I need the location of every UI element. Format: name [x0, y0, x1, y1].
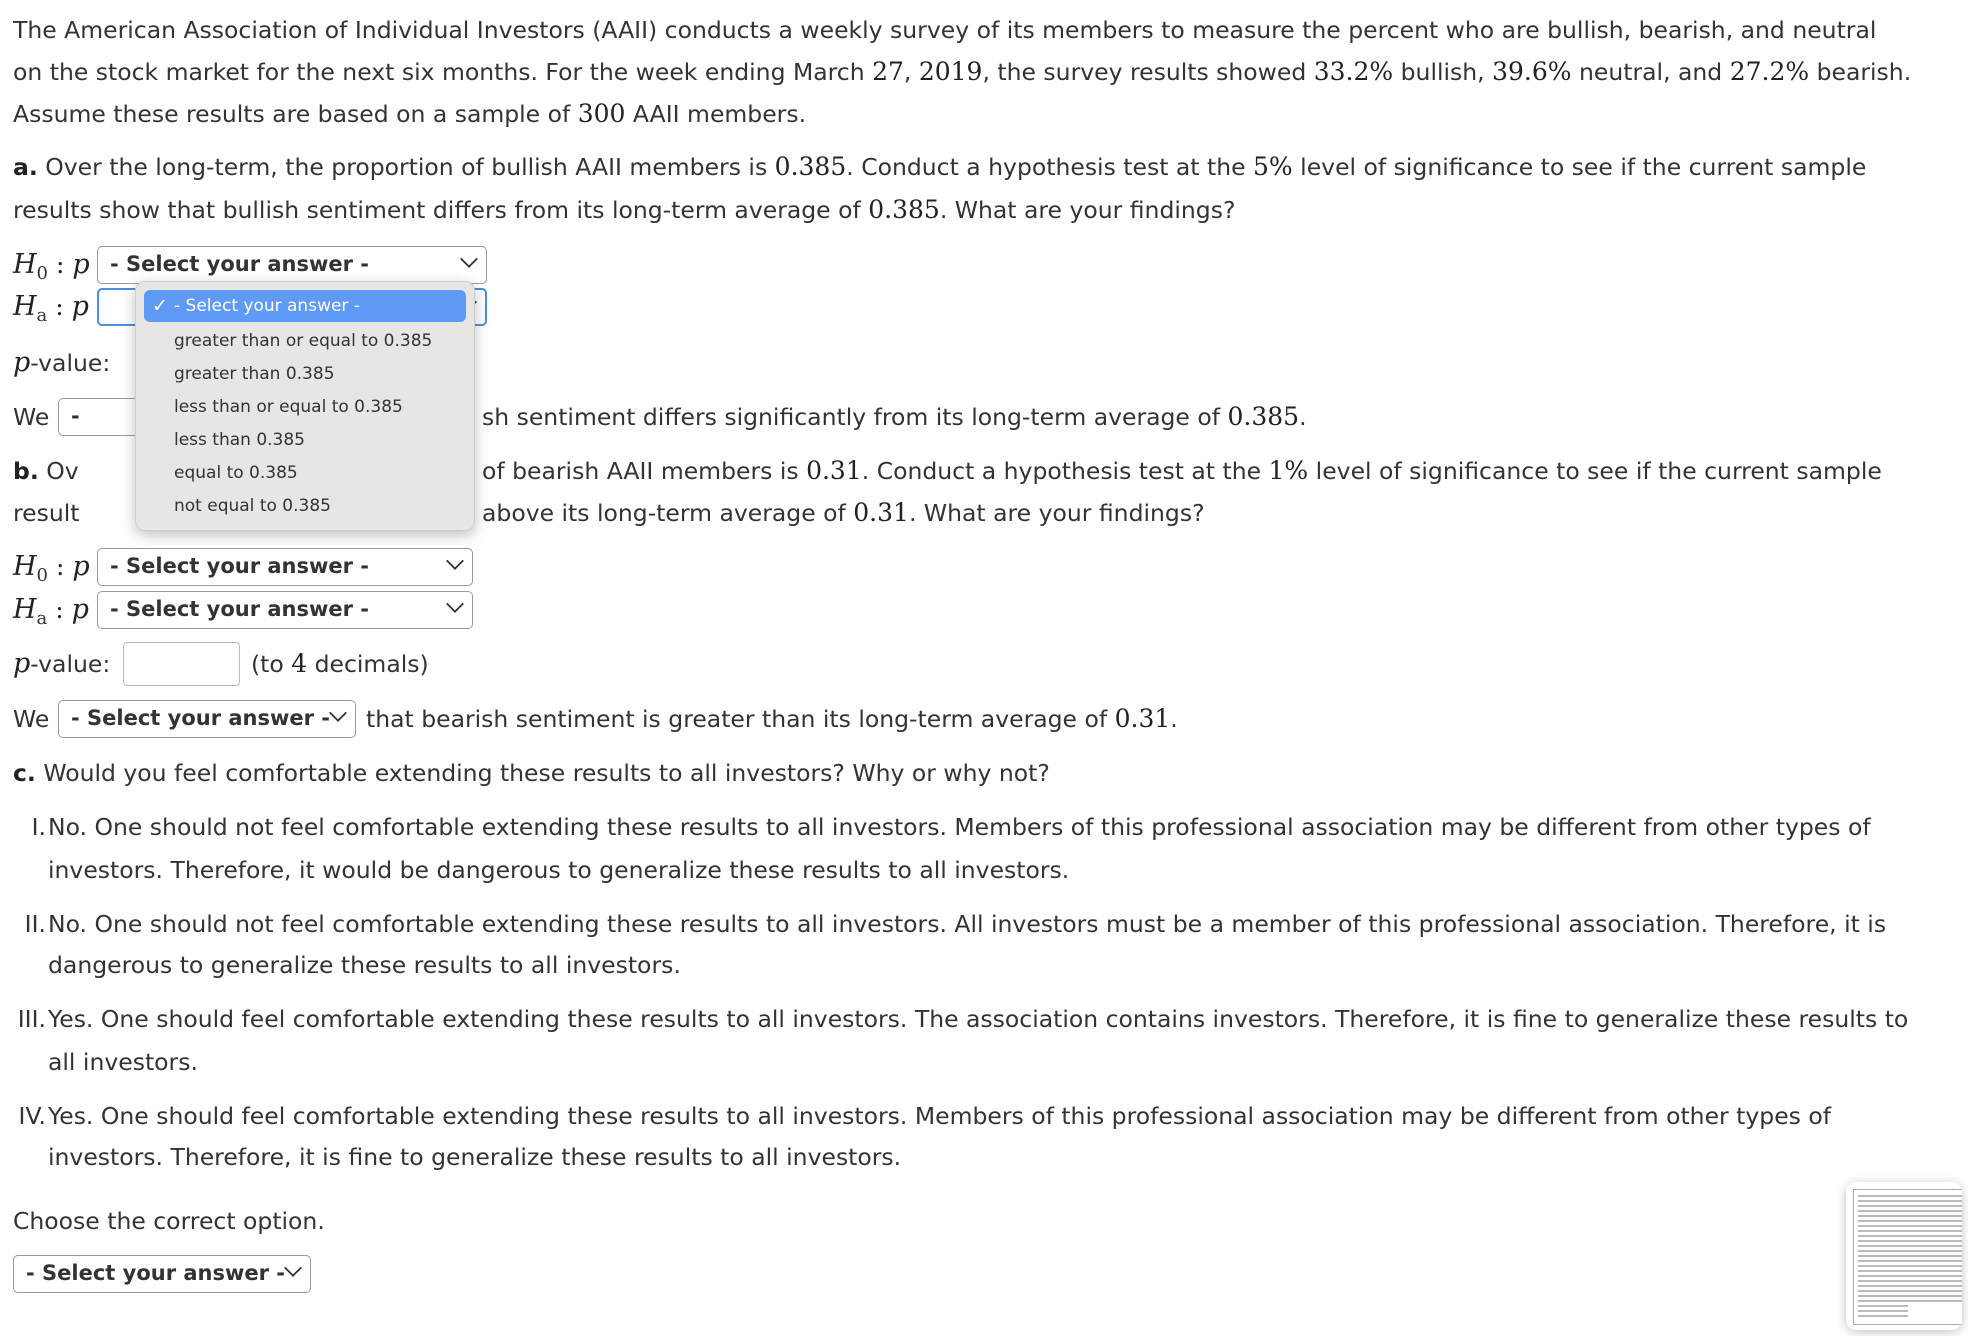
math-value: 0.31	[853, 498, 909, 527]
text-segment: Assume these results are based on a sample of	[13, 100, 578, 128]
part-a-conclusion-text	[482, 396, 1307, 438]
option-text-line: No. One should not feel comfortable extending these results to all investors. Members of this professional association may be different from other types of	[48, 813, 1871, 841]
thumbnail-line	[1858, 1255, 1962, 1257]
part-a-question-line-1	[13, 146, 1866, 188]
part-a-ha-dropdown-menu	[135, 281, 475, 531]
p-symbol: p	[72, 551, 90, 582]
h-symbol: H	[13, 291, 37, 322]
colon: :	[47, 292, 72, 321]
thumbnail-line	[1858, 1285, 1962, 1287]
part-b-question-line-2	[13, 492, 79, 534]
math-value: 300	[577, 99, 626, 128]
chevron-down-icon	[284, 1259, 302, 1277]
text-segment: on the stock market for the next six months. For the week ending March	[13, 58, 873, 86]
thumbnail-line	[1858, 1315, 1908, 1317]
thumbnail-line	[1858, 1280, 1962, 1282]
text-segment: neutral, and	[1571, 58, 1730, 86]
text-segment: (to	[251, 650, 292, 678]
h-symbol: H	[13, 551, 37, 582]
intro-line-1	[13, 9, 1876, 51]
text-segment: sh sentiment differs significantly from its long-term average of	[482, 403, 1228, 431]
math-value: 4	[291, 649, 308, 678]
part-label: a.	[13, 153, 38, 181]
part-b-ha-label	[13, 589, 89, 631]
part-a-we-label: We	[13, 403, 50, 431]
text-segment: Over the long-term, the proportion of bullish AAII members is	[37, 153, 775, 181]
h-subscript: a	[36, 608, 48, 629]
thumbnail-line	[1858, 1235, 1962, 1237]
thumbnail-line	[1858, 1260, 1962, 1262]
part-b-h0-label	[13, 546, 90, 588]
part-b-question-line-2-tail	[482, 492, 1205, 534]
text-segment: .	[1299, 403, 1307, 431]
thumbnail-line	[1858, 1225, 1962, 1227]
option-text-line: Yes. One should feel comfortable extending these results to all investors. The association contains investors. Therefore, it is fine to generalize these results to	[48, 1005, 1909, 1033]
part-b-conclusion-select[interactable]	[58, 700, 356, 738]
option-text-line: Yes. One should feel comfortable extending these results to all investors. Members of this professional association may be different from other types of	[48, 1102, 1832, 1130]
p-symbol: p	[72, 249, 90, 280]
part-b-pvalue-input[interactable]	[123, 642, 240, 686]
part-b-question-line-1-tail	[482, 450, 1882, 492]
option-text-line: investors. Therefore, it is fine to generalize these results to all investors.	[48, 1143, 902, 1171]
select-value: - Select your answer -	[26, 1261, 286, 1285]
p-symbol: p	[71, 291, 89, 322]
h-subscript: 0	[36, 565, 48, 586]
math-value: 0.385	[774, 152, 847, 181]
dropdown-option[interactable]: not equal to 0.385	[174, 496, 331, 516]
thumbnail-line	[1858, 1220, 1962, 1222]
h-symbol: H	[13, 594, 37, 625]
text-segment: .	[1170, 705, 1178, 733]
checkmark-icon: ✓	[152, 295, 168, 317]
option-numeral: IV.	[18, 1102, 46, 1130]
text-segment: level of significance to see if the current sample	[1308, 457, 1882, 485]
text-segment: of bearish AAII members is	[482, 457, 807, 485]
thumbnail-line	[1858, 1200, 1962, 1202]
text-segment: . What are your findings?	[908, 499, 1205, 527]
text-segment: that bearish sentiment is greater than its long-term average of	[366, 705, 1115, 733]
select-value: - Select your answer -	[71, 706, 331, 730]
option-text-line: No. One should not feel comfortable extending these results to all investors. All investors must be a member of this professional association. Therefore, it is	[48, 910, 1887, 938]
part-b-ha-select[interactable]	[97, 591, 473, 629]
colon: :	[47, 595, 72, 624]
part-label: b.	[13, 457, 39, 485]
thumbnail-line	[1858, 1215, 1962, 1217]
h-subscript: a	[36, 305, 48, 326]
colon: :	[48, 250, 73, 279]
part-b-conclusion-text	[366, 698, 1178, 740]
option-numeral: III.	[17, 1005, 46, 1033]
text-segment: Ov	[38, 457, 79, 485]
math-value: 0.31	[806, 456, 862, 485]
part-a-pvalue-label	[13, 342, 110, 384]
text-segment: AAII members.	[625, 100, 807, 128]
option-text-line: investors. Therefore, it would be dangerous to generalize these results to all investors.	[48, 856, 1070, 884]
math-value: 39.6%	[1492, 57, 1572, 86]
part-a-question-line-2	[13, 189, 1235, 231]
p-symbol: p	[13, 347, 31, 378]
part-b-decimals-hint	[251, 643, 429, 685]
text-segment: results show that bullish sentiment differs from its long-term average of	[13, 196, 869, 224]
pvalue-text: -value:	[30, 650, 111, 678]
intro-line-2	[13, 51, 1911, 93]
thumbnail-line	[1858, 1310, 1908, 1312]
thumbnail-line	[1858, 1290, 1962, 1292]
intro-line-3	[13, 93, 806, 135]
text-segment: . Conduct a hypothesis test at the	[846, 153, 1254, 181]
text-segment: above its long-term average of	[482, 499, 854, 527]
dropdown-option[interactable]: greater than 0.385	[174, 364, 335, 384]
text-segment: ,	[903, 58, 919, 86]
math-value: 0.31	[1114, 704, 1171, 733]
option-text-line: all investors.	[48, 1048, 198, 1076]
part-a-h0-select[interactable]	[97, 246, 487, 284]
part-a-h0-label	[13, 244, 90, 286]
dropdown-option[interactable]: equal to 0.385	[174, 463, 298, 483]
thumbnail-line	[1858, 1275, 1962, 1277]
select-value: -	[71, 404, 80, 428]
select-value: - Select your answer -	[110, 554, 370, 578]
part-b-we-label: We	[13, 705, 50, 733]
choose-option-select[interactable]	[13, 1255, 311, 1293]
text-segment: . What are your findings?	[939, 196, 1236, 224]
thumbnail-line	[1858, 1195, 1962, 1197]
math-value: 27	[872, 57, 904, 86]
thumbnail-line	[1858, 1210, 1962, 1212]
part-c-question	[13, 752, 1050, 794]
chevron-down-icon	[446, 552, 464, 570]
chevron-down-icon	[460, 250, 478, 268]
option-numeral: I.	[31, 813, 46, 841]
h-subscript: 0	[36, 263, 48, 284]
thumbnail-line	[1858, 1300, 1962, 1302]
p-symbol: p	[13, 648, 31, 679]
option-numeral: II.	[24, 910, 46, 938]
text-segment: The American Association of Individual Investors (AAII) conducts a weekly survey of its members to measure the percent who are bullish, bearish, and neutral	[13, 16, 1877, 44]
math-value: 1%	[1268, 456, 1309, 485]
option-label: - Select your answer -	[174, 296, 360, 316]
screenshot-thumbnail[interactable]	[1846, 1182, 1962, 1330]
math-value: 5%	[1253, 152, 1293, 181]
h-symbol: H	[13, 249, 37, 280]
text-segment: , the survey results showed	[982, 58, 1314, 86]
thumbnail-line	[1858, 1295, 1962, 1297]
colon: :	[48, 552, 73, 581]
math-value: 27.2%	[1729, 57, 1810, 86]
option-text-line: dangerous to generalize these results to all investors.	[48, 951, 681, 979]
math-value: 2019	[918, 57, 983, 86]
text-segment: bullish,	[1393, 58, 1493, 86]
math-value: 33.2%	[1313, 57, 1394, 86]
select-value: - Select your answer -	[110, 252, 370, 276]
thumbnail-line	[1858, 1205, 1962, 1207]
dropdown-option[interactable]: greater than or equal to 0.385	[174, 331, 433, 351]
dropdown-option[interactable]: less than or equal to 0.385	[174, 397, 403, 417]
part-label: c.	[13, 759, 36, 787]
math-value: 0.385	[868, 195, 940, 224]
math-value: 0.385	[1227, 402, 1300, 431]
text-segment: Would you feel comfortable extending these results to all investors? Why or why not?	[35, 759, 1050, 787]
thumbnail-line	[1858, 1245, 1962, 1247]
dropdown-option-selected[interactable]	[144, 290, 466, 322]
chevron-down-icon	[446, 595, 464, 613]
part-b-question-line-1	[13, 450, 79, 492]
choose-label: Choose the correct option.	[13, 1207, 325, 1235]
thumbnail-line	[1858, 1305, 1908, 1307]
dropdown-option[interactable]: less than 0.385	[174, 430, 306, 450]
text-segment: level of significance to see if the current sample	[1292, 153, 1867, 181]
thumbnail-line	[1858, 1265, 1962, 1267]
text-segment: bearish.	[1809, 58, 1912, 86]
part-a-ha-label	[13, 286, 89, 328]
thumbnail-line	[1858, 1250, 1962, 1252]
thumbnail-line	[1858, 1270, 1962, 1272]
text-segment: decimals)	[307, 650, 429, 678]
part-b-h0-select[interactable]	[97, 548, 473, 586]
part-b-pvalue-label	[13, 643, 110, 685]
text-segment: result	[13, 499, 80, 527]
thumbnail-line	[1858, 1230, 1962, 1232]
thumbnail-line	[1858, 1240, 1962, 1242]
p-symbol: p	[71, 594, 89, 625]
text-segment: . Conduct a hypothesis test at the	[861, 457, 1269, 485]
thumbnail-preview	[1853, 1189, 1962, 1325]
pvalue-text: -value:	[30, 349, 111, 377]
select-value: - Select your answer -	[110, 597, 370, 621]
chevron-down-icon	[329, 704, 347, 722]
